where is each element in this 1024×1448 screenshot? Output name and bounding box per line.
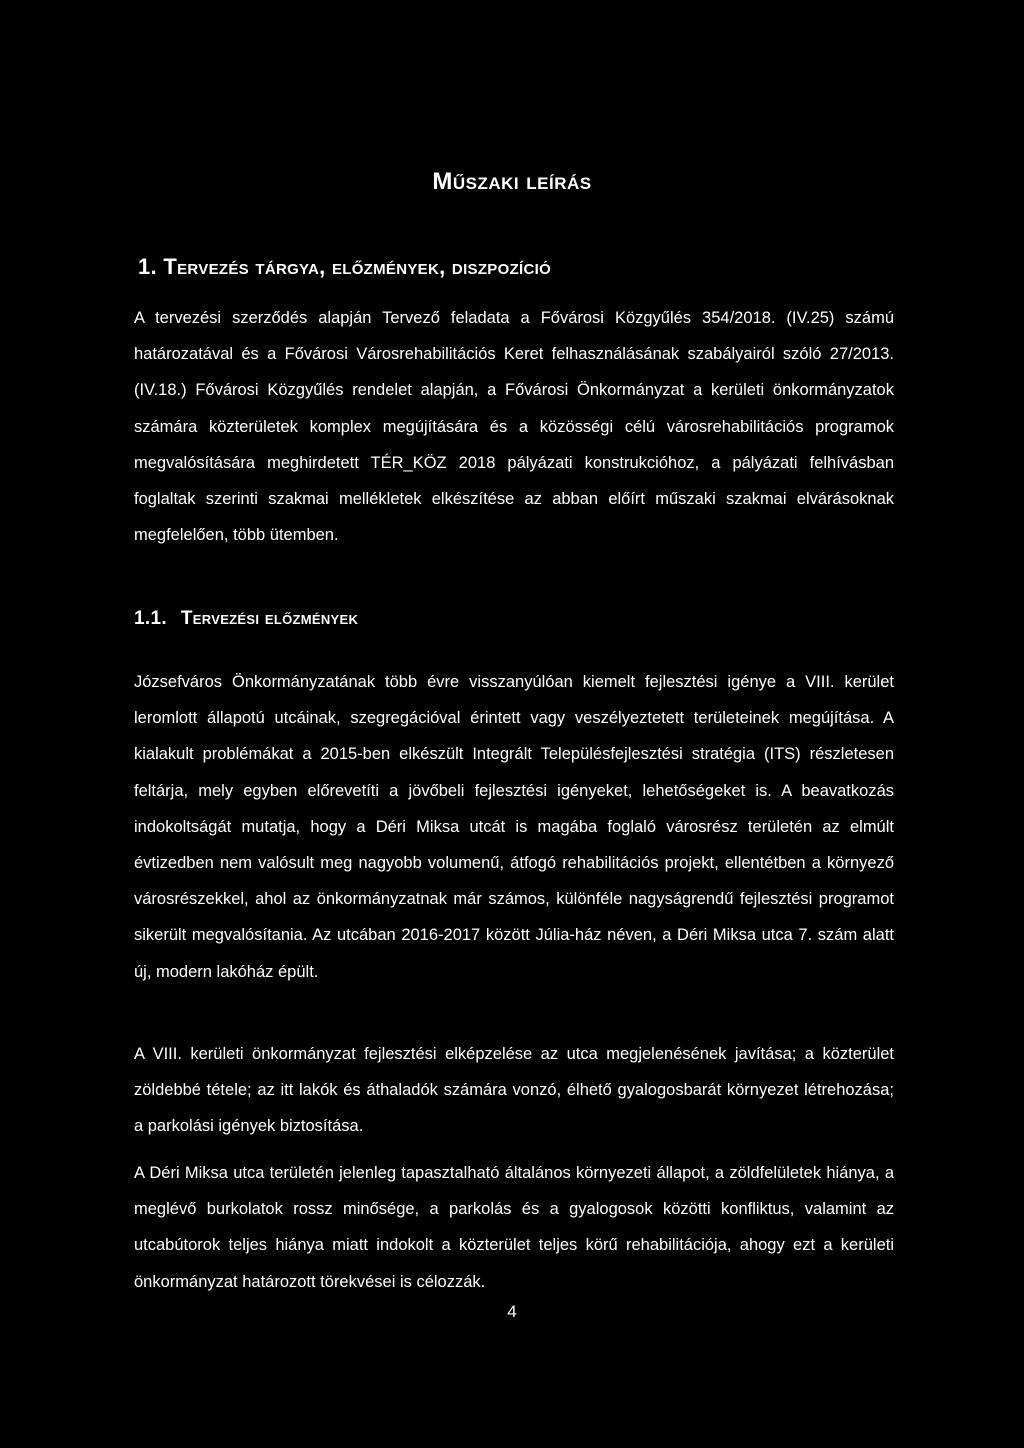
- section-1-1-paragraph-1: Józsefváros Önkormányzatának több évre visszanyúlóan kiemelt fejlesztési igénye a VIII. kerület leromlott állapotú utcáinak, szegregációval érintett vagy veszélyeztetett területeinek megújítása. A kialakult problémákat a 2015-ben elkészült Integrált Településfejlesztési stratégia (ITS) részletesen feltárja, mely egyben előrevetíti a jövőbeli fejlesztési igényeket, lehetőségeket is. A beavatkozás indokoltságát mutatja, hogy a Déri Miksa utcát is magába foglaló városrész területén az elmúlt évtizedben nem valósult meg nagyobb volumenű, átfogó rehabilitációs projekt, ellentétben a környező városrészekkel, ahol az önkormányzatnak már számos, különféle nagyságrendű fejlesztési programot sikerült megvalósítania. Az utcában 2016-2017 között Júlia-ház néven, a Déri Miksa utca 7. szám alatt új, modern lakóház épült.: [134, 673, 894, 981]
- section-1-heading: 1. Tervezés tárgya, előzmények, diszpozíció: [138, 254, 552, 279]
- section-1-1-title: Tervezési előzmények: [180, 608, 359, 629]
- section-1-1-paragraph-3: A Déri Miksa utca területén jelenleg tapasztalható általános környezeti állapot, a zöldfelületek hiánya, a meglévő burkolatok rossz minősége, a parkolás és a gyalogosok közötti konfliktus, valamint az utcabútorok teljes hiánya miatt indokolt a közterület teljes körű rehabilitációja, ahogy ezt a kerületi önkormányzat határozott törekvései is célozzák.: [134, 1164, 894, 1291]
- section-1-1-paragraph-2: A VIII. kerületi önkormányzat fejlesztési elképzelése az utca megjelenésének javítása; a közterület zöldebbé tétele; az itt lakók és áthaladók számára vonzó, élhető gyalogosbarát környezet létrehozása; a parkolási igények biztosítása.: [134, 1045, 894, 1136]
- section-1-paragraph: A tervezési szerződés alapján Tervező feladata a Fővárosi Közgyűlés 354/2018. (IV.25) számú határozatával és a Fővárosi Városrehabilitációs Keret felhasználásának szabályairól szóló 27/2013. (IV.18.) Fővárosi Közgyűlés rendelet alapján, a Fővárosi Önkormányzat a kerületi önkormányzatok számára közterületek komplex megújítására és a közösségi célú városrehabilitációs programok megvalósítására meghirdetett TÉR_KÖZ 2018 pályázati konstrukcióhoz, a pályázati felhívásban foglaltak szerinti szakmai mellékletek elkészítése az abban előírt műszaki szakmai elvárásoknak megfelelően, több ütemben.: [134, 309, 894, 545]
- section-1-1-number: 1.1.: [134, 608, 167, 629]
- page-number: 4: [507, 1302, 517, 1321]
- document-title: Műszaki leírás: [432, 168, 592, 195]
- section-1-1-heading: [134, 608, 358, 630]
